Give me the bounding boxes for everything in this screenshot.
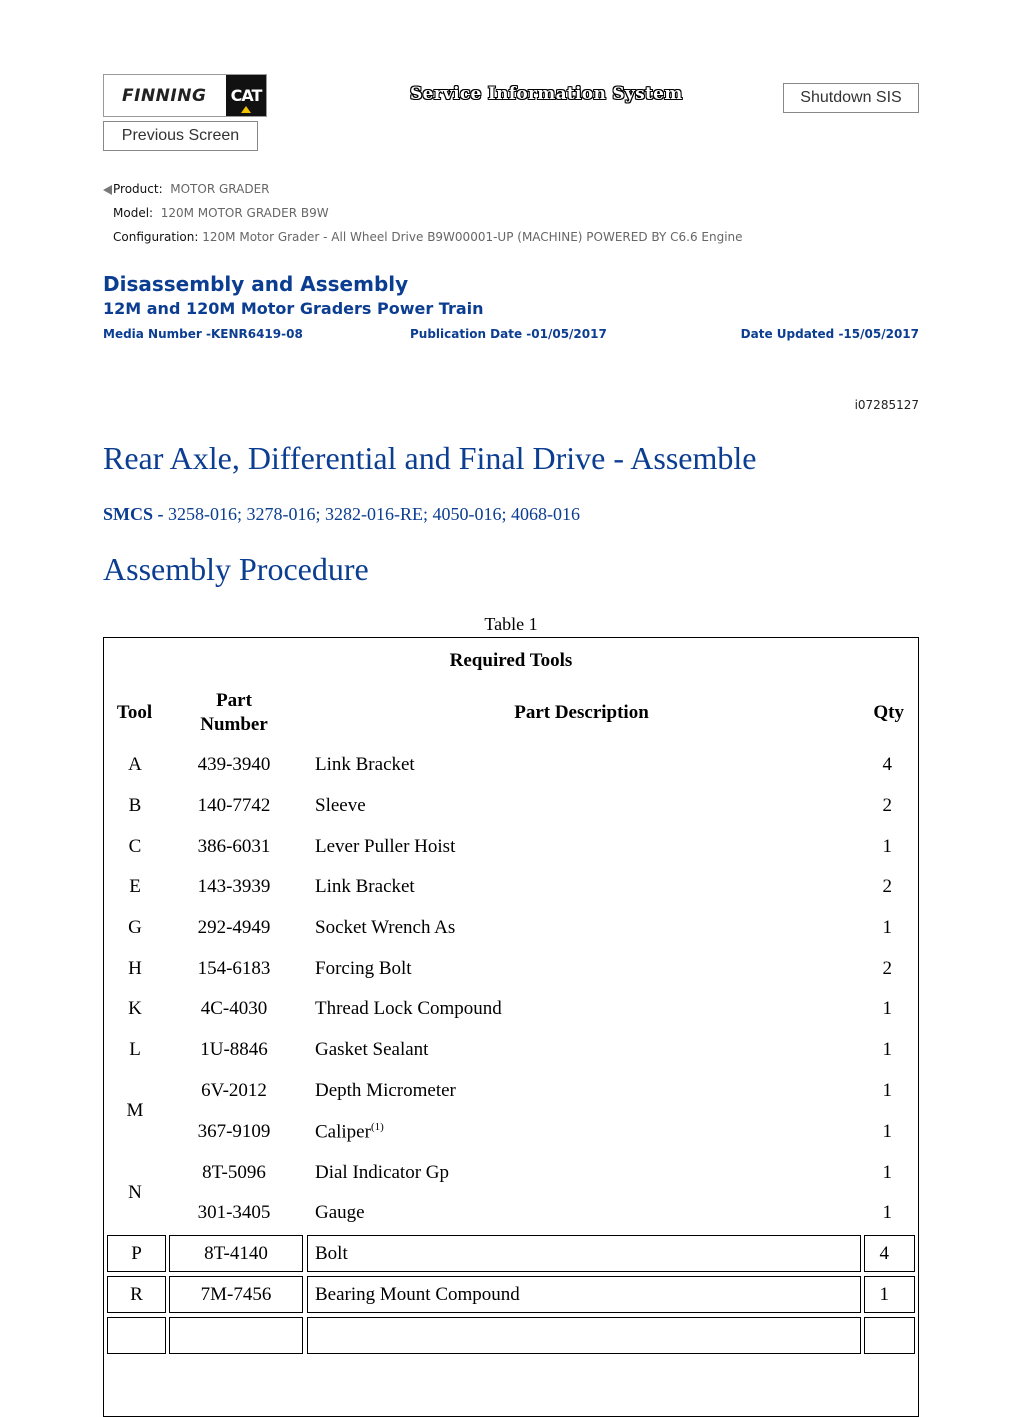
col-description-header: Part Description <box>514 702 649 723</box>
row-n2-qty: 1 <box>882 1202 892 1223</box>
previous-screen-button[interactable]: Previous Screen <box>103 121 258 151</box>
document-id: i07285127 <box>854 398 919 412</box>
finning-wordmark: FINNING <box>122 85 207 106</box>
row-m1-desc: Depth Micrometer <box>315 1080 456 1101</box>
row-h-qty: 2 <box>882 958 892 979</box>
smcs-codes: 3258-016; 3278-016; 3282-016-RE; 4050-016; 4068-016 <box>168 504 580 524</box>
row-p-qty-cell <box>864 1235 915 1272</box>
product-label: Product: <box>113 182 163 196</box>
col-qty-header: Qty <box>873 702 904 723</box>
row-p-tool-cell <box>107 1235 166 1272</box>
system-title: Service Information System <box>410 84 683 104</box>
table-caption: Table 1 <box>484 614 538 634</box>
section-title: Assembly Procedure <box>103 551 369 587</box>
page-title: Rear Axle, Differential and Final Drive - Assemble <box>103 440 757 476</box>
row-c-part: 386-6031 <box>197 836 271 857</box>
row-p-desc: Bolt <box>315 1243 348 1264</box>
row-r-tool-cell <box>107 1276 166 1313</box>
row-partial-cell-3 <box>307 1317 861 1354</box>
row-m-tool: M <box>126 1100 144 1121</box>
date-updated: Date Updated -15/05/2017 <box>740 327 919 341</box>
cat-triangle-icon <box>241 106 251 113</box>
row-h-desc: Forcing Bolt <box>315 958 412 979</box>
row-e-qty: 2 <box>882 876 892 897</box>
row-h-tool: H <box>128 958 142 979</box>
doc-category: Disassembly and Assembly <box>103 272 409 296</box>
row-n1-qty: 1 <box>882 1162 892 1183</box>
row-e-desc: Link Bracket <box>315 876 415 897</box>
row-r-tool: R <box>130 1284 143 1305</box>
row-m2-desc-text: Caliper <box>315 1121 371 1143</box>
row-g-qty: 1 <box>882 917 892 938</box>
table-row-p <box>107 1235 915 1272</box>
config-value: 120M Motor Grader - All Wheel Drive B9W00001-UP (MACHINE) POWERED BY C6.6 Engine <box>202 230 743 244</box>
row-l-part: 1U-8846 <box>200 1039 268 1060</box>
footnote-ref[interactable]: (1) <box>370 1121 384 1133</box>
row-p-tool: P <box>131 1243 142 1264</box>
row-c-qty: 1 <box>882 836 892 857</box>
row-c-tool: C <box>128 836 142 857</box>
col-part-header-line1: Part <box>216 690 252 711</box>
row-a-tool: A <box>128 754 142 775</box>
row-b-part: 140-7742 <box>197 795 271 816</box>
row-r-desc-cell <box>307 1276 861 1313</box>
row-r-part-cell <box>169 1276 303 1313</box>
row-a-part: 439-3940 <box>197 754 271 775</box>
row-m1-qty: 1 <box>882 1080 892 1101</box>
row-m1-part: 6V-2012 <box>201 1080 267 1101</box>
row-h-part: 154-6183 <box>197 958 271 979</box>
row-r-qty-cell <box>864 1276 915 1313</box>
smcs-line <box>103 504 580 525</box>
col-part-number-header <box>174 689 294 737</box>
row-p-desc-cell <box>307 1235 861 1272</box>
cat-logo-icon <box>226 75 266 116</box>
media-number: Media Number -KENR6419-08 <box>103 327 303 341</box>
shutdown-sis-button[interactable]: Shutdown SIS <box>783 83 919 113</box>
table-row-r <box>107 1276 915 1313</box>
row-m2-qty: 1 <box>882 1121 892 1142</box>
row-n1-part: 8T-5096 <box>202 1162 266 1183</box>
row-n-tool: N <box>128 1182 142 1203</box>
publication-date: Publication Date -01/05/2017 <box>410 327 607 341</box>
row-k-qty: 1 <box>882 998 892 1019</box>
row-m2-desc <box>315 1121 384 1143</box>
doc-subtitle: 12M and 120M Motor Graders Power Train <box>103 299 484 318</box>
row-p-qty: 4 <box>879 1243 889 1264</box>
row-partial-cell-2 <box>169 1317 303 1354</box>
row-k-desc: Thread Lock Compound <box>315 998 502 1019</box>
model-value: 120M MOTOR GRADER B9W <box>160 206 329 220</box>
table-row-partial <box>107 1317 915 1354</box>
row-k-part: 4C-4030 <box>200 998 268 1019</box>
finning-cat-logo <box>103 74 267 117</box>
back-arrow-icon[interactable] <box>103 185 112 195</box>
model-label: Model: <box>113 206 154 220</box>
row-l-desc: Gasket Sealant <box>315 1039 429 1060</box>
row-c-desc: Lever Puller Hoist <box>315 836 456 857</box>
row-m2-part: 367-9109 <box>197 1121 271 1142</box>
row-g-desc: Socket Wrench As <box>315 917 456 938</box>
row-r-qty: 1 <box>879 1284 889 1305</box>
row-g-tool: G <box>128 917 142 938</box>
row-partial-cell-1 <box>107 1317 166 1354</box>
row-n2-part: 301-3405 <box>197 1202 271 1223</box>
row-r-desc: Bearing Mount Compound <box>315 1284 520 1305</box>
row-a-qty: 4 <box>882 754 892 775</box>
row-e-tool: E <box>129 876 141 897</box>
product-line <box>103 182 270 196</box>
smcs-label: SMCS - <box>103 504 169 524</box>
product-value: MOTOR GRADER <box>170 182 270 196</box>
row-b-qty: 2 <box>882 795 892 816</box>
row-n1-desc: Dial Indicator Gp <box>315 1162 450 1183</box>
row-b-tool: B <box>128 795 142 816</box>
row-l-qty: 1 <box>882 1039 892 1060</box>
row-e-part: 143-3939 <box>197 876 271 897</box>
required-tools-table <box>103 637 919 1417</box>
row-a-desc: Link Bracket <box>315 754 415 775</box>
configuration-line <box>113 230 743 244</box>
row-partial-cell-4 <box>864 1317 915 1354</box>
row-p-part-cell <box>169 1235 303 1272</box>
col-tool-header: Tool <box>116 702 153 723</box>
row-r-part: 7M-7456 <box>200 1284 272 1305</box>
config-label: Configuration: <box>113 230 199 244</box>
row-p-part: 8T-4140 <box>204 1243 268 1264</box>
col-part-header-line2: Number <box>200 714 268 735</box>
cat-wordmark: CAT <box>230 86 262 105</box>
row-b-desc: Sleeve <box>315 795 366 816</box>
model-line <box>113 206 329 220</box>
row-g-part: 292-4949 <box>197 917 271 938</box>
table-heading: Required Tools <box>449 650 573 671</box>
row-k-tool: K <box>128 998 142 1019</box>
row-n2-desc: Gauge <box>315 1202 365 1223</box>
row-l-tool: L <box>129 1039 141 1060</box>
